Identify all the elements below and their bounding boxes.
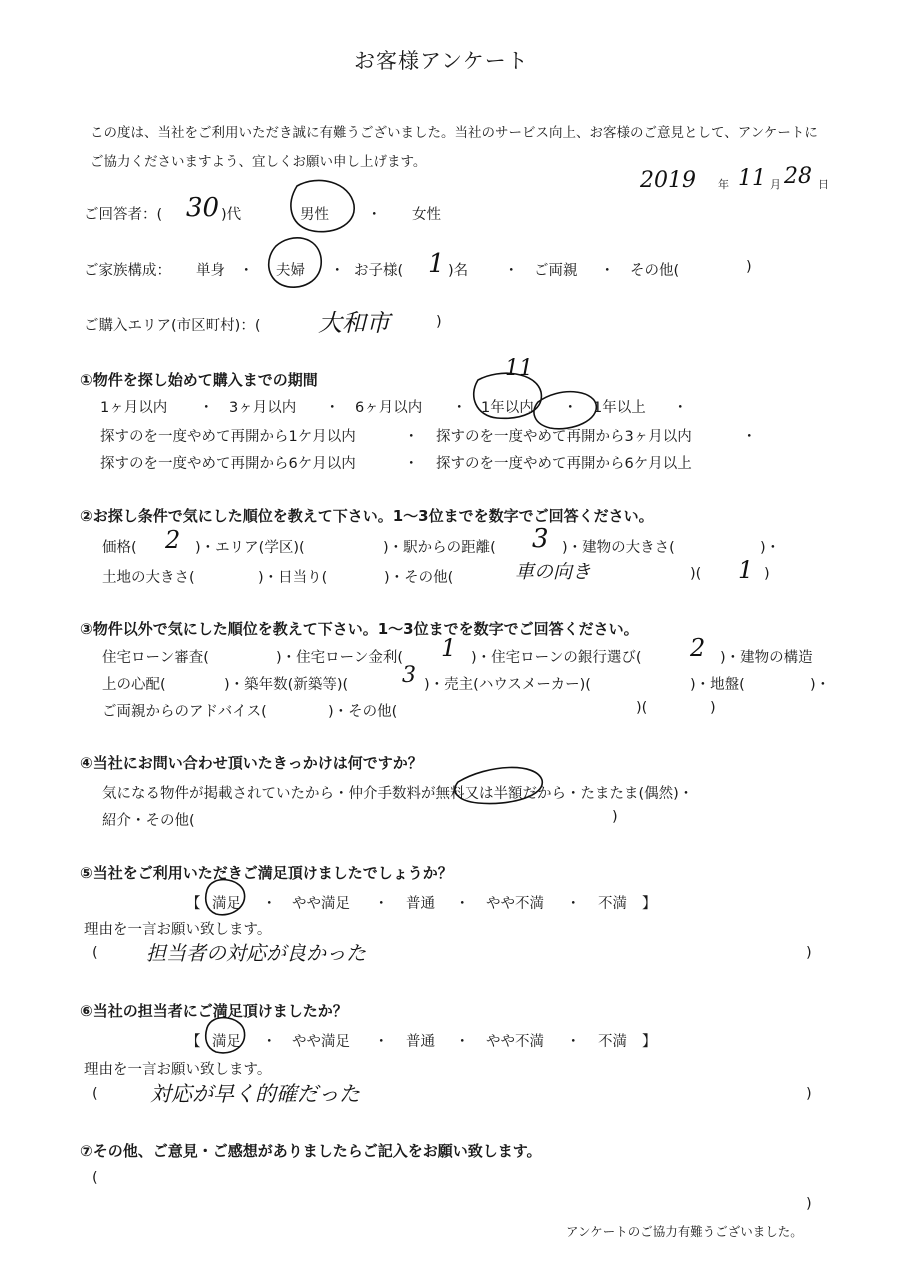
q1-opt-1m[interactable]: 1ヶ月以内 xyxy=(100,400,168,416)
q3-loan-review: 住宅ローン審査( xyxy=(102,650,209,666)
q2-station: )・駅からの距離( xyxy=(383,540,496,556)
q1-opt-restart-6m-plus[interactable]: 探すのを一度やめて再開から6ケ月以上 xyxy=(436,456,692,472)
q2-other-value: 車の向き xyxy=(515,561,592,583)
intro-line-2: ご協力くださいますよう、宜しくお願い申し上げます。 xyxy=(90,154,427,170)
q3-end: ) xyxy=(710,700,716,716)
family-parents[interactable]: ご両親 xyxy=(534,263,578,279)
q2-building-end: )・ xyxy=(760,540,781,556)
intro-line-1: この度は、当社をご利用いただき誠に有難うございました。当社のサービス向上、お客様のご意見として、アンケートに xyxy=(90,125,818,141)
q2-other-rank: 1 xyxy=(738,556,754,584)
q1-opt-restart-3m[interactable]: 探すのを一度やめて再開から3ヶ月以内 xyxy=(436,429,692,445)
q6-opt-somewhat-dissatisfied[interactable]: やや不満 xyxy=(486,1034,544,1050)
q6-reason-label: 理由を一言お願い致します。 xyxy=(84,1062,272,1078)
q5-heading: ⑤当社をご利用いただきご満足頂けましたでしょうか？ xyxy=(80,864,453,882)
area-close: ) xyxy=(436,314,442,330)
family-children-suffix: )名 xyxy=(448,263,469,279)
q2-other-close: )( xyxy=(690,566,702,582)
q3-ground-end: )・ xyxy=(810,677,831,693)
q5-reason-label: 理由を一言お願い致します。 xyxy=(84,922,272,938)
q3-loan-bank-rank: 2 xyxy=(690,634,706,662)
family-single[interactable]: 単身 xyxy=(196,263,225,279)
q2-other: )・その他( xyxy=(384,570,454,586)
q3-loan-bank: )・住宅ローンの銀行選び( xyxy=(471,650,642,666)
date-day: 28 xyxy=(784,164,812,189)
q1-heading: ①物件を探し始めて購入までの期間 xyxy=(80,371,318,389)
circle-q6-satisfied xyxy=(206,1018,245,1053)
date-year-label: 年 xyxy=(718,178,729,191)
q1-opt-6m[interactable]: 6ヶ月以内 xyxy=(355,400,423,416)
q4-heading: ④当社にお問い合わせ頂いたきっかけは何ですか？ xyxy=(80,754,423,772)
family-couple[interactable]: 夫婦 xyxy=(276,263,305,279)
footer-thanks: アンケートのご協力有難うございました。 xyxy=(566,1224,803,1239)
q5-bracket-open: 【 xyxy=(186,896,201,912)
q5-opt-dissatisfied[interactable]: 不満 xyxy=(598,896,627,912)
area-label: ご購入エリア(市区町村)：( xyxy=(84,318,261,334)
q5-opt-satisfied[interactable]: 満足 xyxy=(212,896,241,912)
q1-opt-restart-6m[interactable]: 探すのを一度やめて再開から6ケ月以内 xyxy=(100,456,356,472)
respondent-female[interactable]: 女性 xyxy=(412,207,441,223)
q3-other-close: )( xyxy=(636,700,648,716)
q7-close: ) xyxy=(806,1196,812,1212)
q2-sun: )・日当り( xyxy=(258,570,328,586)
q2-price-rank: 2 xyxy=(165,526,181,554)
circle-q1-mark xyxy=(534,392,596,429)
circle-1year xyxy=(474,373,542,418)
date-month-label: 月 xyxy=(770,178,781,191)
q4-other-close: ) xyxy=(612,809,618,825)
q4-options-line-1[interactable]: 気になる物件が掲載されていたから・仲介手数料が無料又は半額だから・たまたま(偶然)・ xyxy=(102,786,694,802)
q5-opt-somewhat-dissatisfied[interactable]: やや不満 xyxy=(486,896,544,912)
q6-opt-somewhat-satisfied[interactable]: やや満足 xyxy=(292,1034,350,1050)
family-other[interactable]: その他( xyxy=(630,263,680,279)
q6-reason-close: ) xyxy=(806,1086,812,1102)
respondent-male[interactable]: 男性 xyxy=(300,207,329,223)
family-children-count: 1 xyxy=(428,249,445,279)
circle-free xyxy=(455,767,542,803)
q5-reason-open: ( xyxy=(92,945,98,961)
q3-structure: )・建物の構造 xyxy=(720,650,813,666)
q2-price: 価格( xyxy=(102,540,137,556)
q6-opt-dissatisfied[interactable]: 不満 xyxy=(598,1034,627,1050)
q3-heading: ③物件以外で気にした順位を教えて下さい。1～3位までを数字でご回答ください。 xyxy=(80,620,639,638)
q3-other: )・その他( xyxy=(328,704,398,720)
q3-ground: )・地盤( xyxy=(690,677,745,693)
circle-q5-satisfied xyxy=(206,880,245,915)
respondent-dot: ・ xyxy=(367,207,382,223)
q3-seller: )・売主(ハウスメーカー)( xyxy=(424,677,591,693)
area-value: 大和市 xyxy=(318,309,390,337)
q6-bracket-close: 】 xyxy=(642,1034,657,1050)
q3-advice: ご両親からのアドバイス( xyxy=(102,704,267,720)
q3-loan-rate: )・住宅ローン金利( xyxy=(276,650,404,666)
respondent-label: ご回答者：( xyxy=(84,207,163,223)
q6-reason-open: ( xyxy=(92,1086,98,1102)
q2-land: 土地の大きさ( xyxy=(102,570,195,586)
q1-opt-3m[interactable]: 3ヶ月以内 xyxy=(229,400,297,416)
q6-reason: 対応が早く的確だった xyxy=(150,1082,360,1106)
circle-couple xyxy=(269,238,322,287)
q3-loan-rate-rank: 1 xyxy=(441,634,457,662)
q5-opt-somewhat-satisfied[interactable]: やや満足 xyxy=(292,896,350,912)
q3-age: )・築年数(新築等)( xyxy=(224,677,349,693)
q2-area: )・エリア(学区)( xyxy=(195,540,305,556)
q6-heading: ⑥当社の担当者にご満足頂けましたか？ xyxy=(80,1002,348,1020)
date-month: 11 xyxy=(738,166,766,191)
q5-opt-neutral[interactable]: 普通 xyxy=(406,896,435,912)
q1-note: 11 xyxy=(505,356,533,381)
family-label: ご家族構成： xyxy=(84,263,171,279)
q6-opt-neutral[interactable]: 普通 xyxy=(406,1034,435,1050)
q2-end: ) xyxy=(764,566,770,582)
q3-age-rank: 3 xyxy=(402,663,416,688)
q1-opt-1y[interactable]: 1年以内 xyxy=(481,400,534,416)
respondent-age: 30 xyxy=(186,193,220,223)
date-year: 2019 xyxy=(640,168,696,193)
q6-opt-satisfied[interactable]: 満足 xyxy=(212,1034,241,1050)
q2-building: )・建物の大きさ( xyxy=(562,540,675,556)
q1-opt-1y-plus[interactable]: 1年以上 xyxy=(593,400,646,416)
q5-reason: 担当者の対応が良かった xyxy=(146,941,366,965)
q3-worry: 上の心配( xyxy=(102,677,166,693)
family-children-prefix: お子様( xyxy=(354,263,404,279)
respondent-age-suffix: )代 xyxy=(221,207,242,223)
q5-bracket-close: 】 xyxy=(642,896,657,912)
date-day-label: 日 xyxy=(818,178,829,191)
q7-heading: ⑦その他、ご意見・ご感想がありましたらご記入をお願い致します。 xyxy=(80,1142,542,1160)
q2-heading: ②お探し条件で気にした順位を教えて下さい。1～3位までを数字でご回答ください。 xyxy=(80,507,654,525)
circle-male xyxy=(291,180,354,231)
q2-station-rank: 3 xyxy=(532,524,549,554)
q1-opt-restart-1m[interactable]: 探すのを一度やめて再開から1ケ月以内 xyxy=(100,429,356,445)
family-other-close: ) xyxy=(746,259,752,275)
q6-bracket-open: 【 xyxy=(186,1034,201,1050)
q4-options-line-2[interactable]: 紹介・その他( xyxy=(102,813,195,829)
page-title: お客様アンケート xyxy=(354,49,529,73)
q7-open: ( xyxy=(92,1170,98,1186)
q5-reason-close: ) xyxy=(806,945,812,961)
